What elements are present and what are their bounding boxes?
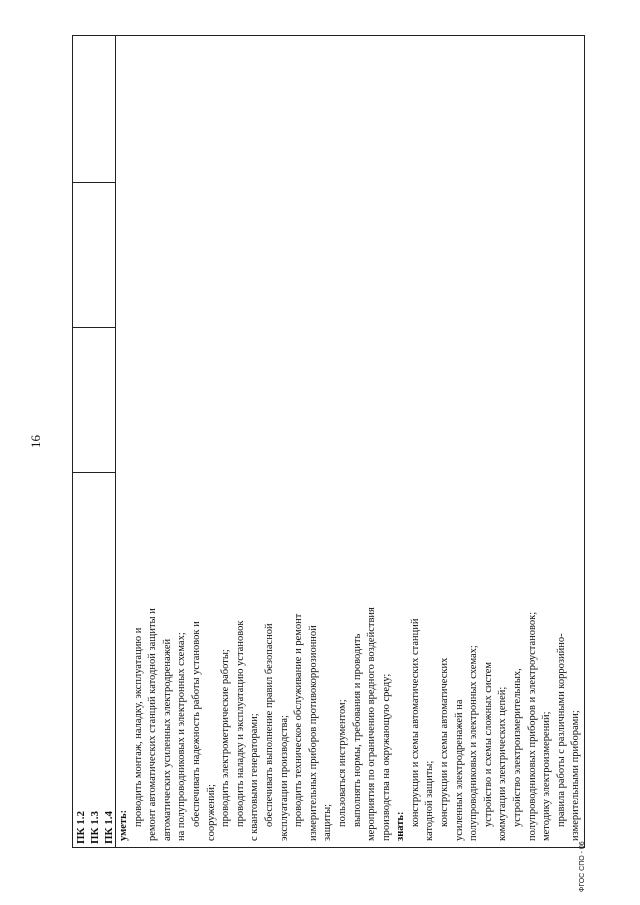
competency-code: ПК 1.4 xyxy=(103,810,115,844)
skill-line: с квантовыми генераторами; xyxy=(249,713,261,841)
skill-line: конструкции и схемы автоматических станций xyxy=(409,618,421,827)
competency-code: ПК 1.2 xyxy=(75,810,87,844)
table-row-competencies xyxy=(73,36,116,848)
skill-line: обеспечивать надежность работы установок и xyxy=(190,621,202,827)
skill-line: устройство и схемы сложных систем xyxy=(482,661,494,827)
competency-cell xyxy=(73,473,116,848)
section-heading: уметь: xyxy=(118,809,129,841)
empty-cell xyxy=(73,36,116,183)
skill-line: мероприятия по ограничению вредного воздействия xyxy=(366,607,378,841)
page-number: 16 xyxy=(28,435,43,448)
skill-line: правила работы с различными коррозийно- xyxy=(555,633,567,827)
skill-line: производства на окружающую среду; xyxy=(380,673,392,841)
skill-line: измерительных приборов противокоррозионной xyxy=(307,625,319,841)
skill-line: измерительными приборами; xyxy=(570,710,582,841)
skill-line: ремонт автоматических станций катодной защиты и xyxy=(147,608,159,841)
skill-line: на полупроводниковых и электронных схемах; xyxy=(176,632,188,841)
skill-line: автоматических усиленных электродренажей xyxy=(161,638,173,841)
section-heading: знать: xyxy=(395,811,407,841)
skills-cell xyxy=(116,36,585,848)
empty-cell xyxy=(73,328,116,473)
skill-line: коммутации электрических цепей; xyxy=(497,686,509,841)
skill-line: сооружений; xyxy=(205,784,217,841)
competency-code: ПК 1.3 xyxy=(89,810,101,844)
skill-line: выполнять нормы, требования и проводить xyxy=(351,633,363,827)
skill-line: защиты; xyxy=(322,803,334,841)
footer-code: ФГОС СПО - 06 xyxy=(579,841,586,892)
skill-line: методику электроизмерений; xyxy=(541,711,553,841)
rotated-table-wrapper xyxy=(72,36,583,848)
skill-line: проводить электрометрические работы; xyxy=(220,649,232,827)
skill-line: обеспечивать выполнение правил безопасной xyxy=(263,623,275,827)
empty-cell xyxy=(73,183,116,328)
skill-line: проводить техническое обслуживание и ремонт xyxy=(293,613,305,827)
skill-line: конструкции и схемы автоматических xyxy=(439,657,451,827)
skill-line: пользоваться инструментом; xyxy=(336,699,348,827)
skill-line: устройство электроизмерительных, xyxy=(512,668,524,827)
skills-text xyxy=(116,36,584,847)
table-row-skills xyxy=(116,36,585,848)
skill-line: полупроводниковых приборов и электроустановок; xyxy=(526,611,538,841)
skill-line: усиленных электродренажей на xyxy=(453,699,465,841)
skill-line: эксплуатации производства; xyxy=(278,715,290,841)
skill-line: полупроводниковых и электронных схемах; xyxy=(468,645,480,841)
skill-line: проводить наладку и эксплуатацию установок xyxy=(234,620,246,827)
skill-line: катодной защиты; xyxy=(424,760,436,841)
curriculum-table xyxy=(72,35,585,848)
skill-line: проводить монтаж, наладку, эксплуатацию и xyxy=(132,627,144,827)
